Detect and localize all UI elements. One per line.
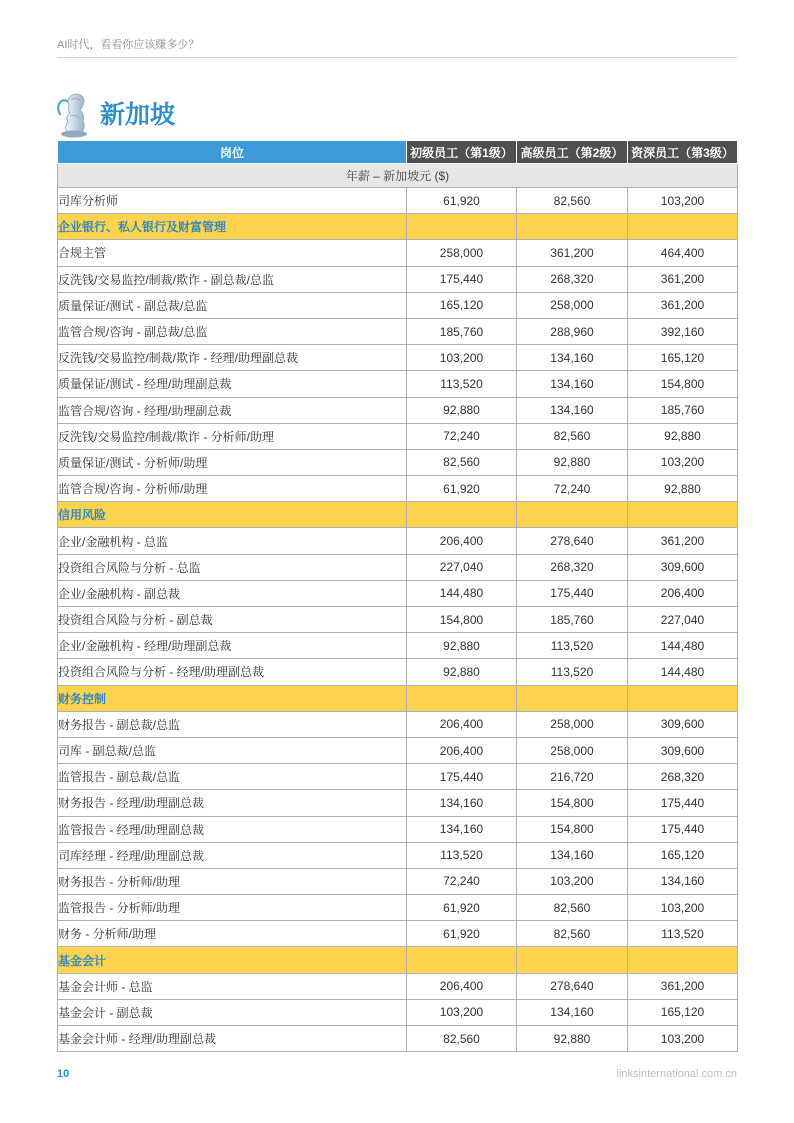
level-1-salary: 61,920 xyxy=(407,188,517,214)
level-2-salary: 361,200 xyxy=(517,240,628,266)
level-2-salary: 134,160 xyxy=(517,371,628,397)
level-1-salary: 82,560 xyxy=(407,449,517,475)
running-header: AI时代，看看你应该赚多少？ xyxy=(57,39,200,51)
level-2-salary: 268,320 xyxy=(517,554,628,580)
level-3-salary: 103,200 xyxy=(628,895,738,921)
level-1-salary: 72,240 xyxy=(407,868,517,894)
level-2-salary: 258,000 xyxy=(517,711,628,737)
level-2-salary: 103,200 xyxy=(517,868,628,894)
level-3-salary: 144,480 xyxy=(628,633,738,659)
level-1-salary: 206,400 xyxy=(407,711,517,737)
level-2-salary: 278,640 xyxy=(517,973,628,999)
table-row xyxy=(58,580,738,606)
table-row xyxy=(58,345,738,371)
level-2-salary: 134,160 xyxy=(517,397,628,423)
table-row xyxy=(58,999,738,1025)
level-3-salary: 309,600 xyxy=(628,554,738,580)
column-header-level-1: 初级员工（第1级） xyxy=(407,141,517,164)
level-1-salary: 154,800 xyxy=(407,607,517,633)
position-cell: 企业/金融机构 - 总监 xyxy=(58,528,407,554)
position-cell: 企业/金融机构 - 经理/助理副总裁 xyxy=(58,633,407,659)
section-label: 信用风险 xyxy=(58,502,407,528)
table-row xyxy=(58,476,738,502)
section-row xyxy=(58,214,738,240)
level-2-salary: 82,560 xyxy=(517,188,628,214)
level-3-salary: 92,880 xyxy=(628,423,738,449)
section-empty-cell xyxy=(517,947,628,973)
level-3-salary: 361,200 xyxy=(628,266,738,292)
section-label: 财务控制 xyxy=(58,685,407,711)
level-1-salary: 227,040 xyxy=(407,554,517,580)
table-row xyxy=(58,1026,738,1052)
position-cell: 投资组合风险与分析 - 经理/助理副总裁 xyxy=(58,659,407,685)
section-empty-cell xyxy=(407,685,517,711)
section-empty-cell xyxy=(628,502,738,528)
section-label: 企业银行、私人银行及财富管理 xyxy=(58,214,407,240)
position-cell: 基金会计 - 副总裁 xyxy=(58,999,407,1025)
level-3-salary: 103,200 xyxy=(628,449,738,475)
table-row xyxy=(58,633,738,659)
level-2-salary: 185,760 xyxy=(517,607,628,633)
position-cell: 质量保证/测试 - 副总裁/总监 xyxy=(58,292,407,318)
level-1-salary: 134,160 xyxy=(407,790,517,816)
level-2-salary: 72,240 xyxy=(517,476,628,502)
table-row xyxy=(58,371,738,397)
section-row xyxy=(58,502,738,528)
table-row xyxy=(58,973,738,999)
table-row xyxy=(58,397,738,423)
level-3-salary: 361,200 xyxy=(628,528,738,554)
level-3-salary: 103,200 xyxy=(628,188,738,214)
level-1-salary: 61,920 xyxy=(407,895,517,921)
level-1-salary: 175,440 xyxy=(407,266,517,292)
section-empty-cell xyxy=(517,214,628,240)
level-1-salary: 113,520 xyxy=(407,371,517,397)
level-1-salary: 134,160 xyxy=(407,816,517,842)
level-1-salary: 103,200 xyxy=(407,999,517,1025)
column-header-level-3: 资深员工（第3级） xyxy=(628,141,738,164)
table-row xyxy=(58,895,738,921)
level-2-salary: 134,160 xyxy=(517,999,628,1025)
table-row xyxy=(58,711,738,737)
level-3-salary: 175,440 xyxy=(628,790,738,816)
column-header-level-2: 高级员工（第2级） xyxy=(517,141,628,164)
salary-table-body xyxy=(58,188,738,1052)
section-empty-cell xyxy=(407,502,517,528)
level-1-salary: 82,560 xyxy=(407,1026,517,1052)
position-cell: 司库 - 副总裁/总监 xyxy=(58,737,407,763)
level-1-salary: 92,880 xyxy=(407,633,517,659)
page-title: 新加坡 xyxy=(100,101,176,129)
level-2-salary: 154,800 xyxy=(517,816,628,842)
table-row xyxy=(58,816,738,842)
header-divider xyxy=(57,57,737,58)
level-3-salary: 464,400 xyxy=(628,240,738,266)
level-2-salary: 258,000 xyxy=(517,292,628,318)
level-3-salary: 165,120 xyxy=(628,345,738,371)
level-2-salary: 268,320 xyxy=(517,266,628,292)
section-label: 基金会计 xyxy=(58,947,407,973)
position-cell: 企业/金融机构 - 副总裁 xyxy=(58,580,407,606)
level-1-salary: 103,200 xyxy=(407,345,517,371)
position-cell: 监管报告 - 副总裁/总监 xyxy=(58,764,407,790)
table-row xyxy=(58,318,738,344)
level-2-salary: 154,800 xyxy=(517,790,628,816)
level-2-salary: 82,560 xyxy=(517,895,628,921)
level-2-salary: 216,720 xyxy=(517,764,628,790)
level-3-salary: 103,200 xyxy=(628,1026,738,1052)
table-row xyxy=(58,921,738,947)
website-url: linksinternational.com.cn xyxy=(616,1068,737,1080)
level-1-salary: 144,480 xyxy=(407,580,517,606)
level-1-salary: 113,520 xyxy=(407,842,517,868)
section-row xyxy=(58,685,738,711)
table-row xyxy=(58,292,738,318)
table-row xyxy=(58,737,738,763)
section-empty-cell xyxy=(407,214,517,240)
position-cell: 监管报告 - 分析师/助理 xyxy=(58,895,407,921)
level-3-salary: 185,760 xyxy=(628,397,738,423)
level-3-salary: 175,440 xyxy=(628,816,738,842)
level-2-salary: 134,160 xyxy=(517,345,628,371)
level-2-salary: 82,560 xyxy=(517,921,628,947)
table-row xyxy=(58,842,738,868)
table-row xyxy=(58,554,738,580)
level-3-salary: 113,520 xyxy=(628,921,738,947)
table-row xyxy=(58,868,738,894)
level-2-salary: 288,960 xyxy=(517,318,628,344)
level-3-salary: 165,120 xyxy=(628,999,738,1025)
position-cell: 司库分析师 xyxy=(58,188,407,214)
position-cell: 财务 - 分析师/助理 xyxy=(58,921,407,947)
level-2-salary: 113,520 xyxy=(517,659,628,685)
level-1-salary: 72,240 xyxy=(407,423,517,449)
level-3-salary: 309,600 xyxy=(628,711,738,737)
position-cell: 基金会计师 - 经理/助理副总裁 xyxy=(58,1026,407,1052)
level-2-salary: 278,640 xyxy=(517,528,628,554)
table-row xyxy=(58,607,738,633)
position-cell: 监管报告 - 经理/助理副总裁 xyxy=(58,816,407,842)
level-3-salary: 154,800 xyxy=(628,371,738,397)
level-1-salary: 206,400 xyxy=(407,528,517,554)
level-2-salary: 258,000 xyxy=(517,737,628,763)
level-3-salary: 227,040 xyxy=(628,607,738,633)
column-header-position: 岗位 xyxy=(58,141,407,164)
section-empty-cell xyxy=(517,502,628,528)
section-empty-cell xyxy=(628,947,738,973)
position-cell: 监管合规/咨询 - 副总裁/总监 xyxy=(58,318,407,344)
level-1-salary: 175,440 xyxy=(407,764,517,790)
position-cell: 财务报告 - 副总裁/总监 xyxy=(58,711,407,737)
table-row xyxy=(58,266,738,292)
level-3-salary: 144,480 xyxy=(628,659,738,685)
table-row xyxy=(58,240,738,266)
level-1-salary: 185,760 xyxy=(407,318,517,344)
table-row xyxy=(58,764,738,790)
level-3-salary: 165,120 xyxy=(628,842,738,868)
level-2-salary: 175,440 xyxy=(517,580,628,606)
level-3-salary: 134,160 xyxy=(628,868,738,894)
table-row xyxy=(58,659,738,685)
position-cell: 投资组合风险与分析 - 副总裁 xyxy=(58,607,407,633)
position-cell: 财务报告 - 经理/助理副总裁 xyxy=(58,790,407,816)
position-cell: 合规主管 xyxy=(58,240,407,266)
position-cell: 质量保证/测试 - 分析师/助理 xyxy=(58,449,407,475)
level-1-salary: 61,920 xyxy=(407,921,517,947)
table-row xyxy=(58,790,738,816)
section-row xyxy=(58,947,738,973)
table-subheader-row xyxy=(58,164,738,188)
level-2-salary: 82,560 xyxy=(517,423,628,449)
section-empty-cell xyxy=(628,214,738,240)
level-1-salary: 92,880 xyxy=(407,659,517,685)
level-1-salary: 165,120 xyxy=(407,292,517,318)
table-row xyxy=(58,528,738,554)
position-cell: 司库经理 - 经理/助理副总裁 xyxy=(58,842,407,868)
position-cell: 投资组合风险与分析 - 总监 xyxy=(58,554,407,580)
position-cell: 反洗钱/交易监控/制裁/欺诈 - 分析师/助理 xyxy=(58,423,407,449)
position-cell: 反洗钱/交易监控/制裁/欺诈 - 副总裁/总监 xyxy=(58,266,407,292)
currency-subheader: 年薪 – 新加坡元 ($) xyxy=(58,164,738,188)
level-1-salary: 206,400 xyxy=(407,973,517,999)
position-cell: 监管合规/咨询 - 分析师/助理 xyxy=(58,476,407,502)
table-header-row xyxy=(58,141,738,164)
position-cell: 质量保证/测试 - 经理/助理副总裁 xyxy=(58,371,407,397)
level-3-salary: 268,320 xyxy=(628,764,738,790)
section-empty-cell xyxy=(517,685,628,711)
position-cell: 基金会计师 - 总监 xyxy=(58,973,407,999)
section-empty-cell xyxy=(407,947,517,973)
level-1-salary: 258,000 xyxy=(407,240,517,266)
level-3-salary: 309,600 xyxy=(628,737,738,763)
level-2-salary: 92,880 xyxy=(517,1026,628,1052)
level-3-salary: 361,200 xyxy=(628,292,738,318)
level-3-salary: 361,200 xyxy=(628,973,738,999)
level-3-salary: 392,160 xyxy=(628,318,738,344)
level-3-salary: 206,400 xyxy=(628,580,738,606)
level-3-salary: 92,880 xyxy=(628,476,738,502)
position-cell: 反洗钱/交易监控/制裁/欺诈 - 经理/助理副总裁 xyxy=(58,345,407,371)
table-row xyxy=(58,188,738,214)
level-1-salary: 206,400 xyxy=(407,737,517,763)
position-cell: 监管合规/咨询 - 经理/助理副总裁 xyxy=(58,397,407,423)
level-1-salary: 61,920 xyxy=(407,476,517,502)
table-row xyxy=(58,449,738,475)
level-1-salary: 92,880 xyxy=(407,397,517,423)
level-2-salary: 92,880 xyxy=(517,449,628,475)
level-2-salary: 134,160 xyxy=(517,842,628,868)
page-number: 10 xyxy=(57,1068,70,1080)
salary-table xyxy=(57,140,738,1052)
position-cell: 财务报告 - 分析师/助理 xyxy=(58,868,407,894)
section-empty-cell xyxy=(628,685,738,711)
table-row xyxy=(58,423,738,449)
level-2-salary: 113,520 xyxy=(517,633,628,659)
merlion-icon xyxy=(56,92,92,138)
